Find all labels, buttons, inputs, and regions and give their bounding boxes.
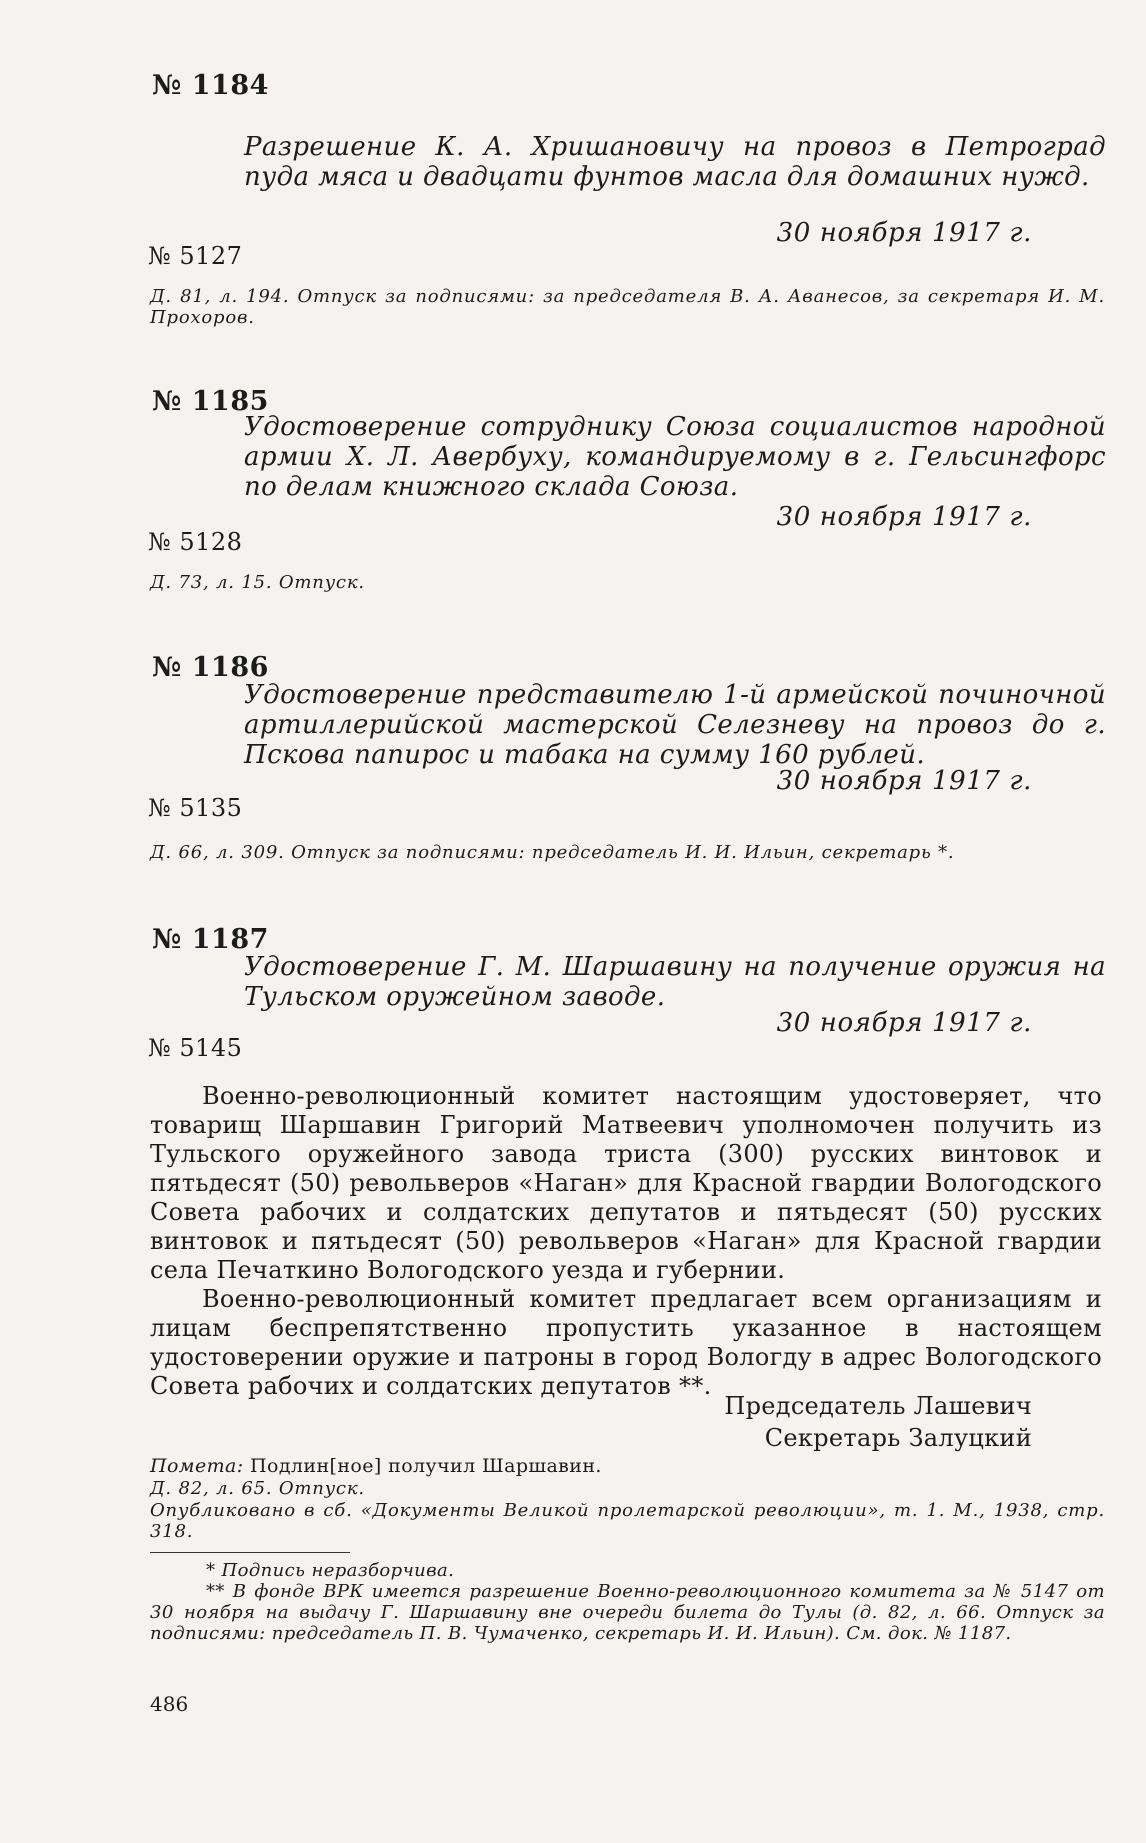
doc-1187-title: Удостоверение Г. М. Шаршавину на получение оружия на Тульском оружейном заводе. — [244, 952, 1106, 1012]
doc-1184-number: № 1184 — [152, 70, 269, 101]
doc-1187-date: 30 ноября 1917 г. — [776, 1008, 1032, 1038]
page-number: 486 — [150, 1692, 189, 1716]
footnote-divider — [150, 1552, 350, 1553]
publication-reference: Опубликовано в сб. «Документы Великой пролетарской революции», т. 1. М., 1938, стр. 318. — [150, 1500, 1105, 1542]
doc-1186-number: № 1186 — [152, 652, 269, 683]
doc-1185-date: 30 ноября 1917 г. — [776, 502, 1032, 532]
body-paragraph: Военно-революционный комитет настоящим удостоверяет, что товарищ Шаршавин Григорий Матвеевич уполномочен получить из Тульского оружейного завода триста (300) русских винтовок и пятьдесят (50) револьверов «Наган» для Красной гвардии Вологодского Совета рабочих и солдатских депутатов и пятьдесят (50) русских винтовок и пятьдесят (50) револьверов «Наган» для Красной гвардии села Печаткино Вологодского уезда и губернии. — [150, 1082, 1102, 1284]
doc-1186-title: Удостоверение представителю 1-й армейской починочной артиллерийской мастерской Селезневу на провоз до г. Пскова папирос и табака на сумму 160 рублей. — [244, 680, 1106, 770]
doc-1185-number: № 1185 — [152, 386, 269, 417]
footnote-1: * Подпись неразборчива. — [206, 1560, 455, 1581]
doc-1184-source: Д. 81, л. 194. Отпуск за подписями: за председателя В. А. Аванесов, за секретаря И. М. Прохоров. — [150, 286, 1105, 328]
doc-1186-out-number: № 5135 — [148, 794, 243, 822]
annotation-text: Подлин[ное] получил Шаршавин. — [250, 1455, 602, 1477]
doc-1186-date: 30 ноября 1917 г. — [776, 766, 1032, 796]
footnotes — [150, 1560, 1105, 1644]
footnote-2: ** В фонде ВРК имеется разрешение Военно-революционного комитета за № 5147 от 30 ноября на выдачу Г. Шаршавину вне очереди билета до Тулы (д. 82, л. 66. Отпуск за подписями: председатель П. В. Чумаченко, секретарь И. И. Ильин). См. док. № 1187. — [150, 1581, 1105, 1644]
doc-1185-source: Д. 73, л. 15. Отпуск. — [150, 572, 365, 593]
doc-1187-out-number: № 5145 — [148, 1034, 243, 1062]
doc-1184-title: Разрешение К. А. Хришановичу на провоз в Петроград пуда мяса и двадцати фунтов масла для домашних нужд. — [244, 132, 1106, 192]
doc-1186-source: Д. 66, л. 309. Отпуск за подписями: председатель И. И. Ильин, секретарь *. — [150, 842, 955, 863]
signature-chairman: Председатель Лашевич — [724, 1392, 1032, 1420]
doc-1185-out-number: № 5128 — [148, 528, 243, 556]
doc-1187-number: № 1187 — [152, 924, 269, 955]
document-body — [150, 1082, 1102, 1401]
annotation-label: Помета: — [150, 1455, 244, 1477]
doc-1184-date: 30 ноября 1917 г. — [776, 218, 1032, 248]
body-paragraph: Военно-революционный комитет предлагает всем организациям и лицам беспрепятственно пропустить указанное в настоящем удостоверении оружие и патроны в город Вологду в адрес Вологодского Совета рабочих и солдатских депутатов **. — [150, 1285, 1102, 1400]
final-source: Д. 82, л. 65. Отпуск. — [150, 1478, 365, 1499]
signature-secretary: Секретарь Залуцкий — [764, 1424, 1032, 1452]
doc-1184-out-number: № 5127 — [148, 242, 243, 270]
annotation — [150, 1456, 1105, 1477]
doc-1185-title: Удостоверение сотруднику Союза социалистов народной армии Х. Л. Авербуху, командируемому в г. Гельсингфорс по делам книжного склада Союза. — [244, 412, 1106, 502]
